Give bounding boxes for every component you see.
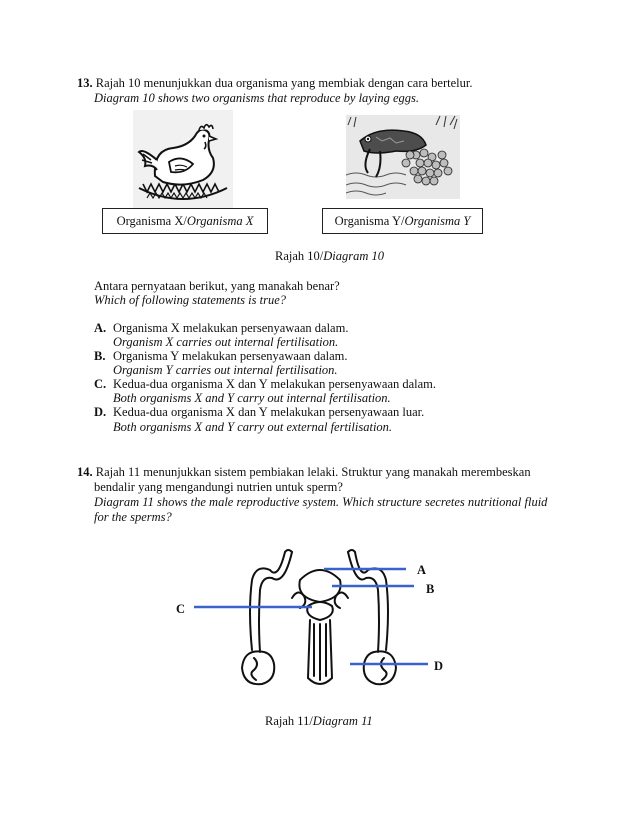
diagram-11-caption — [265, 714, 373, 729]
q13-stem-ms: Rajah 10 menunjukkan dua organisma yang membiak dengan cara bertelur. — [95, 76, 473, 90]
structure-label-a[interactable]: A — [417, 563, 427, 577]
option-a-text-en: Organism X carries out internal fertilisation. — [113, 335, 339, 349]
organism-x-label-ms: Organisma X/ — [116, 214, 187, 228]
option-d-text-en: Both organisms X and Y carry out external fertilisation. — [113, 420, 393, 434]
structure-label-d[interactable]: D — [434, 659, 444, 673]
organism-y-label-en: Organisma Y — [404, 214, 471, 228]
option-a-text-ms: Organisma X melakukan persenyawaan dalam. — [113, 321, 349, 335]
option-d-letter[interactable]: D. — [94, 405, 107, 419]
option-b-letter[interactable]: B. — [94, 349, 106, 363]
q14-stem-en-2: for the sperms? — [94, 510, 172, 524]
diagram-10-caption-ms: Rajah 10/ — [275, 249, 324, 263]
q13-number: 13. — [77, 76, 93, 90]
option-a-letter[interactable]: A. — [94, 321, 107, 335]
q13-question-ms: Antara pernyataan berikut, yang manakah benar? — [94, 279, 340, 293]
diagram-10-caption-en: Diagram 10 — [323, 249, 385, 263]
option-d-text-ms: Kedua-dua organisma X dan Y melakukan persenyawaan luar. — [113, 405, 425, 419]
option-b-text-ms: Organisma Y melakukan persenyawaan dalam. — [113, 349, 348, 363]
organism-y-label-ms: Organisma Y/ — [334, 214, 405, 228]
option-c-text-en: Both organisms X and Y carry out internal fertilisation. — [113, 391, 391, 405]
q13-stem-en: Diagram 10 shows two organisms that reproduce by laying eggs. — [94, 91, 419, 105]
q14-stem-ms-1: Rajah 11 menunjukkan sistem pembiakan lelaki. Struktur yang manakah merembeskan — [95, 465, 531, 479]
q14-number: 14. — [77, 465, 93, 479]
option-b-text-en: Organism Y carries out internal fertilisation. — [113, 363, 338, 377]
q14-stem-ms-2: bendalir yang mengandungi nutrien untuk sperm? — [94, 480, 343, 494]
q13-question-en: Which of following statements is true? — [94, 293, 287, 307]
option-c-letter[interactable]: C. — [94, 377, 107, 391]
structure-label-b[interactable]: B — [426, 582, 435, 596]
option-c-text-ms: Kedua-dua organisma X dan Y melakukan persenyawaan dalam. — [113, 377, 437, 391]
structure-label-c[interactable]: C — [176, 602, 186, 616]
organism-x-label-en: Organisma X — [186, 214, 254, 228]
q14-stem-en-1: Diagram 11 shows the male reproductive system. Which structure secretes nutritional fluid — [94, 495, 548, 509]
diagram-11-caption-en: Diagram 11 — [312, 714, 373, 728]
diagram-11-caption-ms: Rajah 11/ — [265, 714, 313, 728]
